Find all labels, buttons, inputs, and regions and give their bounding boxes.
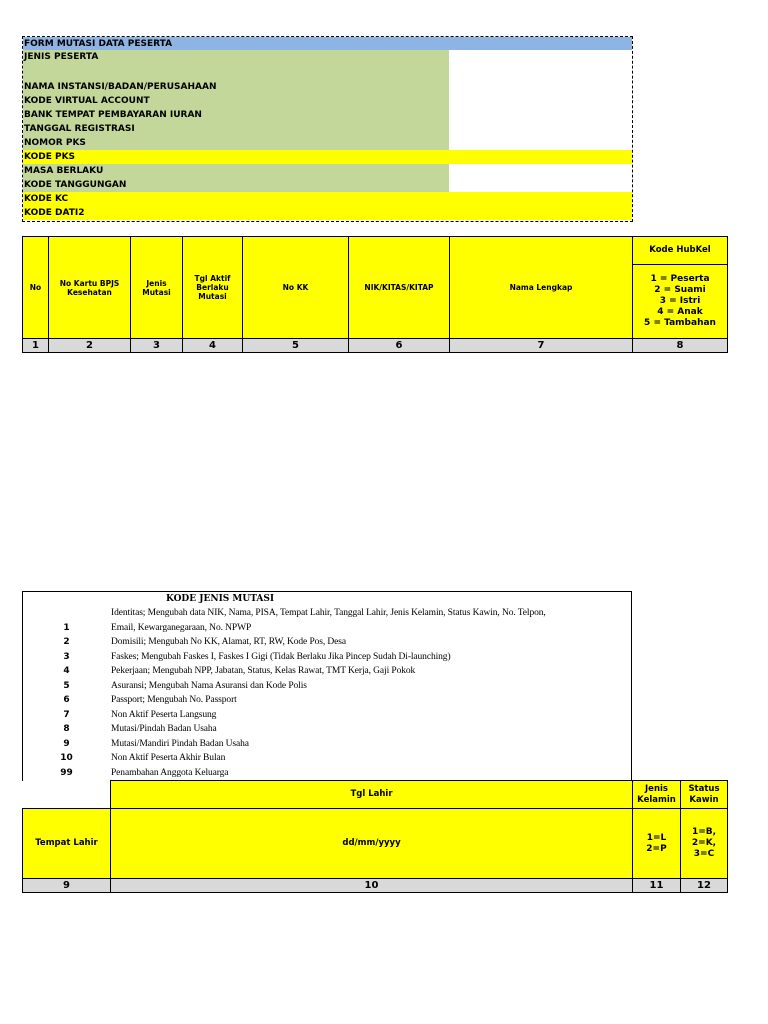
column-number: 12 xyxy=(681,879,728,893)
mutasi-description: Faskes; Mengubah Faskes I, Faskes I Gigi (Tidak Berlaku Jika Pincep Sudah Di-launching) xyxy=(111,651,451,662)
header-tgl-lahir: Tgl Lahir xyxy=(111,781,633,809)
hubkel-legend-item: 5 = Tambahan xyxy=(644,318,716,328)
mutasi-description: Asuransi; Mengubah Nama Asuransi dan Kode Polis xyxy=(111,680,307,691)
field-label-blank xyxy=(23,64,449,80)
mutasi-row xyxy=(23,708,631,723)
header-jenis-mutasi: Jenis Mutasi xyxy=(131,237,183,339)
date-format-hint: dd/mm/yyyy xyxy=(111,809,633,879)
jenis-kelamin-legend xyxy=(633,809,681,879)
mutasi-row xyxy=(23,693,631,708)
mutasi-row xyxy=(23,650,631,665)
field-value-kode-va[interactable] xyxy=(449,94,632,108)
header-nik: NIK/KITAS/KITAP xyxy=(349,237,450,339)
mutasi-description: Passport; Mengubah No. Passport xyxy=(111,695,237,705)
mutasi-code: 10 xyxy=(60,753,73,763)
field-label-bank: BANK TEMPAT PEMBAYARAN IURAN xyxy=(23,108,449,122)
mutasi-row xyxy=(23,664,631,679)
field-value-blank[interactable] xyxy=(449,64,632,80)
mutasi-row xyxy=(23,737,631,752)
sk-legend-item: 2=K, xyxy=(691,838,717,848)
header-kode-hubkel: Kode HubKel xyxy=(633,237,728,265)
blank-cell xyxy=(23,781,111,809)
column-number: 10 xyxy=(111,879,633,893)
mutasi-description: Non Aktif Peserta Akhir Bulan xyxy=(111,753,226,763)
hubkel-legend xyxy=(633,265,728,339)
mutasi-description: Email, Kewarganegaraan, No. NPWP xyxy=(111,622,252,633)
field-value-nama-instansi[interactable] xyxy=(449,80,632,94)
mutasi-description: Pekerjaan; Mengubah NPP, Jabatan, Status, Kelas Rawat, TMT Kerja, Gaji Pokok xyxy=(111,666,416,676)
jk-legend-item: 2=P xyxy=(646,843,667,854)
form-field-row xyxy=(23,108,632,122)
header-no-kartu: No Kartu BPJS Kesehatan xyxy=(49,237,131,339)
column-number: 11 xyxy=(633,879,681,893)
mutasi-title: KODE JENIS MUTASI xyxy=(166,594,275,604)
mutasi-description: Mutasi/Pindah Badan Usaha xyxy=(111,724,217,734)
form-field-row xyxy=(23,164,632,178)
form-field-row xyxy=(23,150,632,164)
field-value-nomor-pks[interactable] xyxy=(449,136,632,150)
field-value-kode-tanggungan[interactable] xyxy=(449,178,632,192)
data-lahir-table xyxy=(22,780,728,893)
form-header-block xyxy=(22,36,633,222)
header-status-kawin: Status Kawin xyxy=(681,781,728,809)
column-number: 7 xyxy=(450,339,633,353)
mutasi-description: Identitas; Mengubah data NIK, Nama, PISA, Tempat Lahir, Tanggal Lahir, Jenis Kelamin, Status Kawin, No. Telpon, xyxy=(111,608,546,618)
field-value-bank[interactable] xyxy=(449,108,632,122)
mutasi-row xyxy=(23,722,631,737)
header-tgl-aktif: Tgl Aktif Berlaku Mutasi xyxy=(183,237,243,339)
form-title: FORM MUTASI DATA PESERTA xyxy=(24,39,173,49)
form-field-row xyxy=(23,122,632,136)
mutasi-code: 9 xyxy=(63,738,70,749)
column-number: 5 xyxy=(243,339,349,353)
hubkel-legend-item: 3 = Istri xyxy=(659,296,701,306)
column-number: 4 xyxy=(183,339,243,353)
mutasi-code: 99 xyxy=(60,767,73,778)
header-nama-lengkap: Nama Lengkap xyxy=(450,237,633,339)
mutasi-row xyxy=(23,621,631,636)
column-number: 8 xyxy=(633,339,728,353)
mutasi-row xyxy=(23,679,631,694)
header-no-kk: No KK xyxy=(243,237,349,339)
header-no: No xyxy=(23,237,49,339)
kode-jenis-mutasi-block xyxy=(22,591,632,781)
field-value-masa-berlaku[interactable] xyxy=(449,164,632,178)
field-label-kode-va: KODE VIRTUAL ACCOUNT xyxy=(23,94,449,108)
hubkel-legend-item: 1 = Peserta xyxy=(650,274,710,284)
sk-legend-item: 1=B, xyxy=(691,827,717,837)
field-label-kode-dati2[interactable]: KODE DATI2 xyxy=(24,208,85,218)
field-label-tanggal-registrasi: TANGGAL REGISTRASI xyxy=(23,122,449,136)
field-label-kode-pks[interactable]: KODE PKS xyxy=(24,152,76,162)
mutasi-row xyxy=(23,635,631,650)
field-label-jenis-peserta: JENIS PESERTA xyxy=(23,50,449,64)
mutasi-code: 1 xyxy=(63,622,70,633)
header-jenis-kelamin: Jenis Kelamin xyxy=(633,781,681,809)
mutasi-description: Penambahan Anggota Keluarga xyxy=(111,767,229,778)
hubkel-legend-item: 4 = Anak xyxy=(657,307,703,317)
form-field-row xyxy=(23,50,632,64)
mutasi-description: Non Aktif Peserta Langsung xyxy=(111,709,217,720)
form-field-row xyxy=(23,80,632,94)
mutasi-description: Domisili; Mengubah No KK, Alamat, RT, RW, Kode Pos, Desa xyxy=(111,637,347,647)
column-number: 3 xyxy=(131,339,183,353)
form-field-row xyxy=(23,206,632,220)
mutasi-code: 4 xyxy=(63,666,70,676)
form-field-row xyxy=(23,192,632,206)
mutasi-row xyxy=(23,606,631,621)
form-field-row xyxy=(23,94,632,108)
mutasi-row xyxy=(23,766,631,781)
mutasi-code: 7 xyxy=(63,709,70,720)
form-field-row xyxy=(23,136,632,150)
sk-legend-item: 3=C xyxy=(693,849,715,859)
jk-legend-item: 1=L xyxy=(646,832,667,843)
peserta-table xyxy=(22,236,728,353)
field-value-jenis-peserta[interactable] xyxy=(449,50,632,64)
column-number: 9 xyxy=(23,879,111,893)
column-number: 1 xyxy=(23,339,49,353)
mutasi-description: Mutasi/Mandiri Pindah Badan Usaha xyxy=(111,738,249,749)
column-number: 2 xyxy=(49,339,131,353)
mutasi-row xyxy=(23,751,631,766)
header-tempat-lahir: Tempat Lahir xyxy=(23,809,111,879)
mutasi-code: 2 xyxy=(63,637,70,647)
field-value-tanggal-registrasi[interactable] xyxy=(449,122,632,136)
column-number: 6 xyxy=(349,339,450,353)
mutasi-code: 3 xyxy=(63,651,70,662)
hubkel-legend-item: 2 = Suami xyxy=(654,285,706,295)
form-field-row xyxy=(23,178,632,192)
status-kawin-legend xyxy=(681,809,728,879)
field-label-nama-instansi: NAMA INSTANSI/BADAN/PERUSAHAAN xyxy=(23,80,449,94)
form-field-row xyxy=(23,64,632,80)
mutasi-code: 6 xyxy=(63,695,70,705)
form-title-row xyxy=(23,37,632,50)
mutasi-code: 8 xyxy=(63,724,70,734)
field-label-masa-berlaku: MASA BERLAKU xyxy=(23,164,449,178)
field-label-kode-kc[interactable]: KODE KC xyxy=(24,194,69,204)
field-label-kode-tanggungan: KODE TANGGUNGAN xyxy=(23,178,449,192)
mutasi-code: 5 xyxy=(63,680,70,691)
field-label-nomor-pks: NOMOR PKS xyxy=(23,136,449,150)
